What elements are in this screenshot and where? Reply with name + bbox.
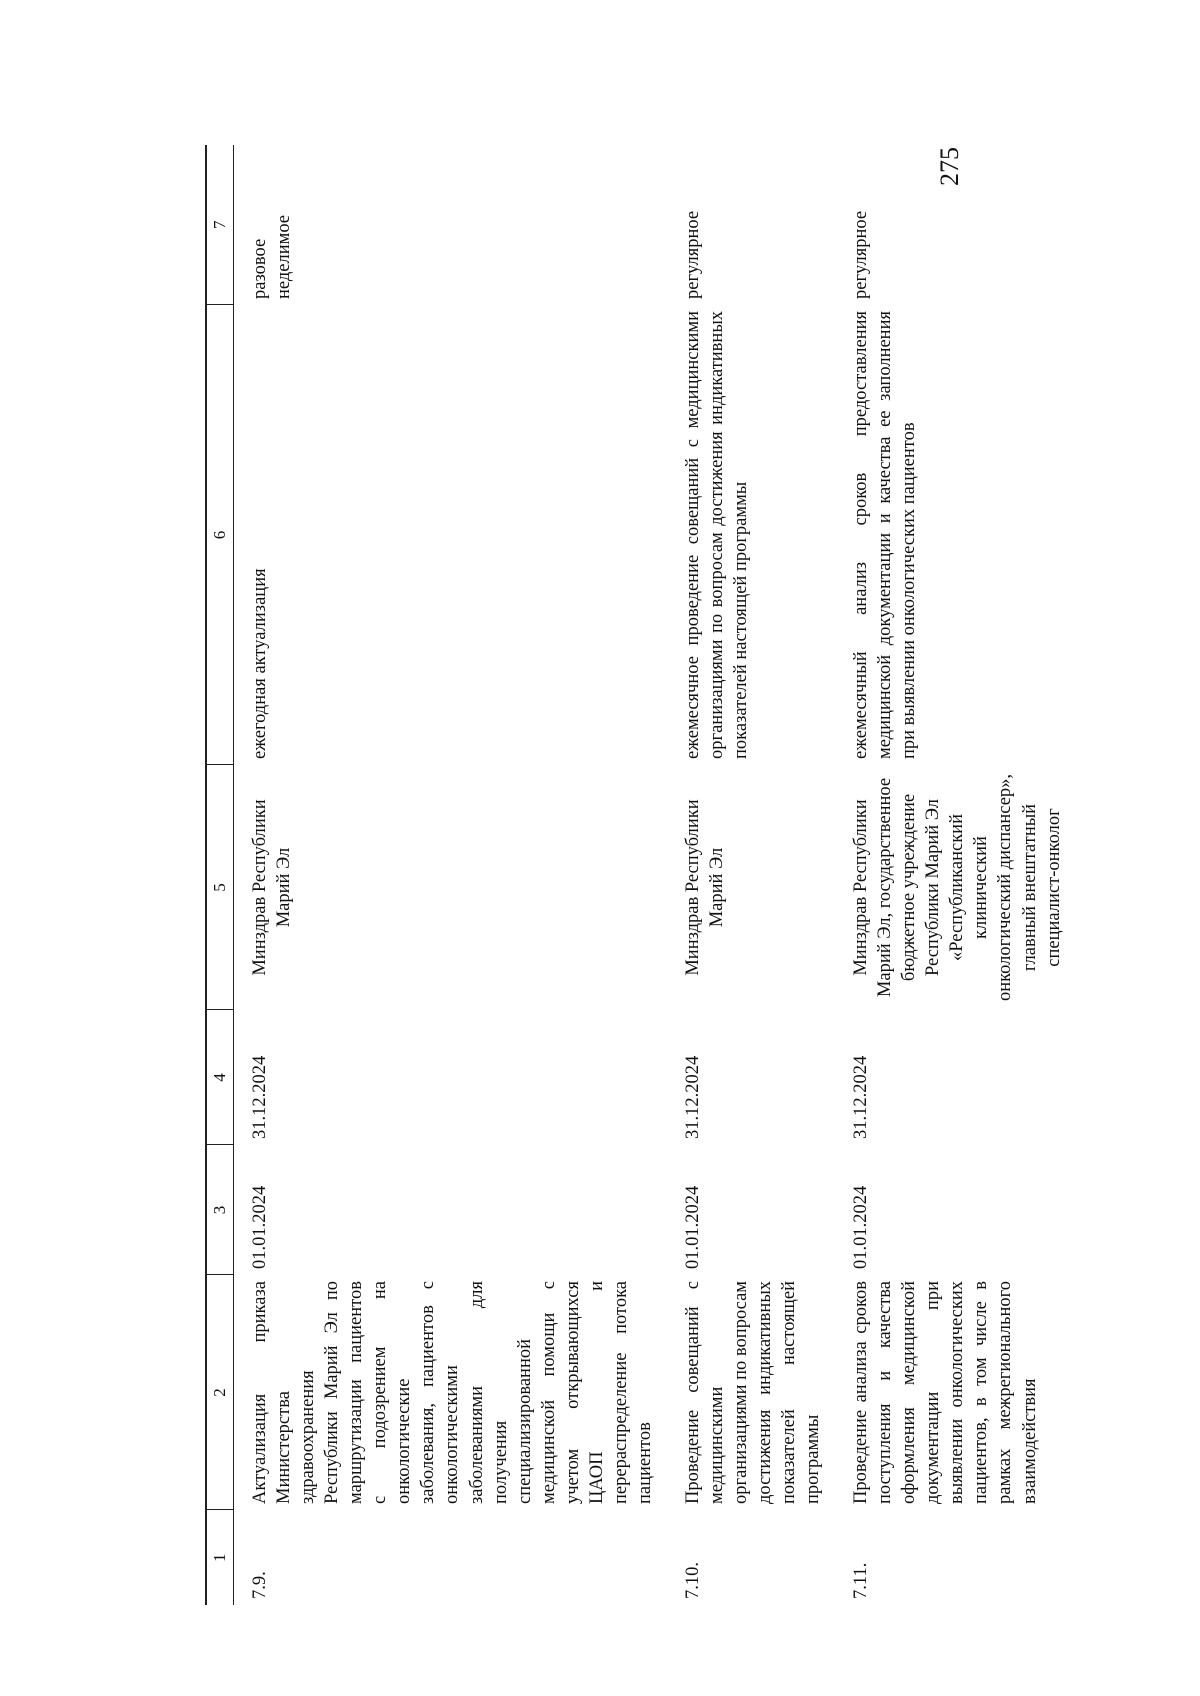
page-number: 275	[935, 147, 964, 186]
row-number: 7.11.	[851, 1562, 872, 1599]
table-row	[234, 145, 667, 1605]
expected-result: ежегодная актуализация	[250, 568, 271, 759]
row-number: 7.10.	[682, 1562, 703, 1599]
expected-result: ежемесячное проведение совещаний с медицинскими организациями по вопросам достижения индикативных показателей настоящей программы	[682, 311, 751, 759]
column-number: 6	[206, 305, 234, 765]
event-name: Проведение совещаний с медицинскими организациями по вопросам достижения индикативных показателей настоящей программы	[682, 1280, 824, 1504]
column-number-row	[206, 145, 234, 1605]
table-row	[667, 145, 835, 1605]
responsible: Минздрав Республики Марий Эл	[250, 799, 295, 976]
column-number: 2	[206, 1275, 234, 1510]
responsible: Минздрав Республики Марий Эл, государственное бюджетное учреждение Республики Марий Эл «Республиканский клинический онкологический диспансер», главный внештатный специалист-онколог	[851, 773, 1064, 1002]
start-date: 01.01.2024	[851, 1185, 872, 1269]
column-number: 1	[210, 1553, 229, 1562]
end-date: 31.12.2024	[851, 1055, 872, 1139]
column-number: 7	[206, 145, 234, 305]
start-date: 01.01.2024	[682, 1185, 703, 1269]
expected-result: ежемесячный анализ сроков предоставления медицинской документации и качества ее заполнения при выявлении онкологических пациентов	[851, 311, 920, 759]
row-number: 7.9.	[250, 1571, 271, 1599]
column-number: 3	[206, 1145, 234, 1275]
column-number: 4	[206, 1010, 234, 1145]
rotated-table-container	[205, 145, 1064, 1605]
end-date: 31.12.2024	[682, 1055, 703, 1139]
program-table	[205, 145, 1095, 1605]
event-type: регулярное	[851, 210, 872, 299]
responsible: Минздрав Республики Марий Эл	[682, 799, 727, 976]
end-date: 31.12.2024	[250, 1055, 271, 1139]
event-name: Актуализация приказа Министерства здравоохранения Республики Марий Эл по маршрутизации пациентов с подозрением на онкологические заболевания, пациентов с онкологическими заболеваниями для получения специализированной медицинской помощи с учетом открывающихся ЦАОП и перераспределение потока пациентов	[250, 1281, 655, 1504]
table-row	[835, 145, 1095, 1605]
event-type: разовое неделимое	[250, 214, 295, 299]
start-date: 01.01.2024	[250, 1185, 271, 1269]
event-name: Проведение анализа сроков поступления и качества оформления медицинской документации при выявлении онкологических пациентов, в том числе в рамках межрегионального взаимодействия	[851, 1281, 1040, 1504]
column-number: 5	[206, 765, 234, 1010]
event-type: регулярное	[682, 210, 703, 299]
